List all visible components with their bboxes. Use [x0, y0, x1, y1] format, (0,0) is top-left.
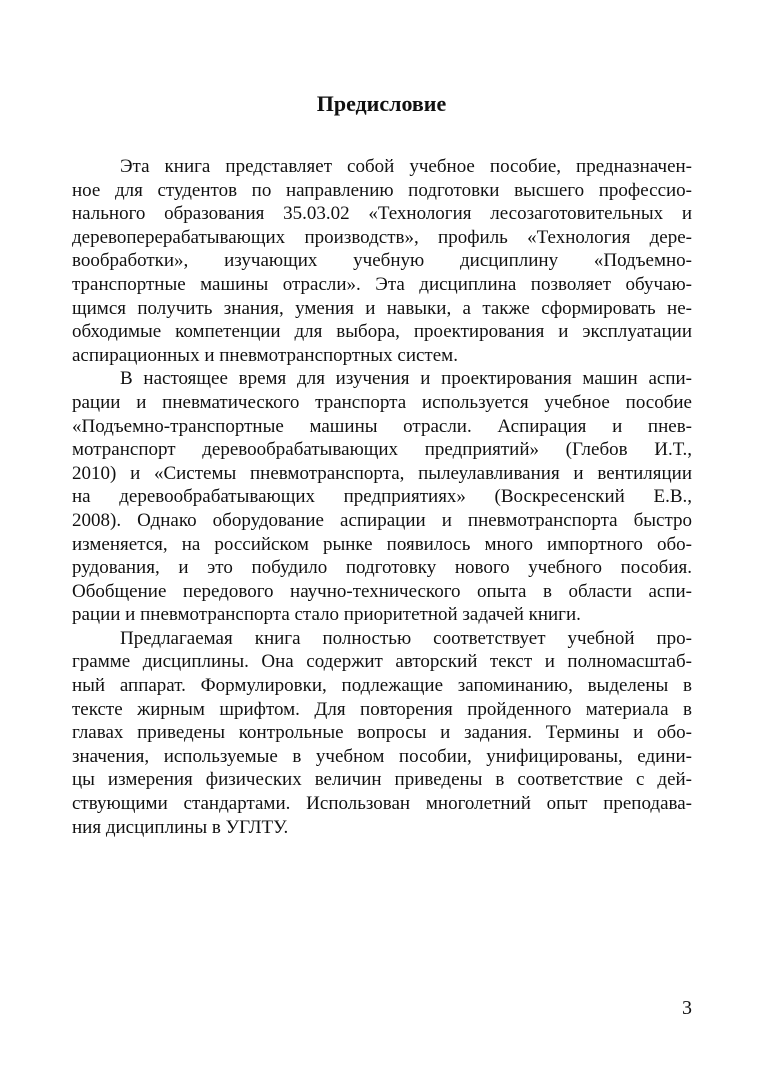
text-line: грамме дисциплины. Она содержит авторский текст и полномасштаб- — [72, 651, 692, 673]
text-line: аспирационных и пневмотранспортных систем. — [72, 344, 458, 366]
text-line: значения, используемые в учебном пособии, унифицированы, едини- — [72, 745, 692, 767]
text-line: на деревообрабатывающих предприятиях» (Воскресенский Е.В., — [72, 486, 692, 508]
text-line: 2008). Однако оборудование аспирации и пневмотранспорта быстро — [72, 509, 692, 531]
text-line: нального образования 35.03.02 «Технология лесозаготовительных и — [72, 203, 692, 225]
text-line: ный аппарат. Формулировки, подлежащие запоминанию, выделены в — [72, 675, 692, 697]
paragraph-3 — [72, 627, 692, 839]
text-line: ствующими стандартами. Использован многолетний опыт преподава- — [72, 793, 692, 815]
text-line: щимся получить знания, умения и навыки, а также сформировать не- — [72, 297, 692, 319]
text-line: рудования, и это побудило подготовку нового учебного пособия. — [72, 557, 692, 579]
preface-body — [72, 155, 692, 839]
text-line: цы измерения физических величин приведены в соответствие с дей- — [72, 769, 692, 791]
text-line: Эта книга представляет собой учебное пособие, предназначен- — [120, 156, 692, 177]
text-line: мотранспорт деревообрабатывающих предприятий» (Глебов И.Т., — [72, 439, 692, 461]
page-title: Предисловие — [316, 91, 447, 116]
text-line: Предлагаемая книга полностью соответствует учебной про- — [120, 627, 692, 649]
text-line: Обобщение передового научно-технического опыта в области аспи- — [72, 580, 692, 602]
text-line: обходимые компетенции для выбора, проектирования и эксплуатации — [72, 321, 692, 343]
text-line: рации и пневматического транспорта используется учебное пособие — [72, 391, 692, 413]
text-line: изменяется, на российском рынке появилось много импортного обо- — [72, 533, 692, 555]
text-line: деревоперерабатывающих производств», профиль «Технология дере- — [72, 226, 692, 248]
text-line: ное для студентов по направлению подготовки высшего профессио- — [72, 179, 692, 201]
text-line: В настоящее время для изучения и проектирования машин аспи- — [120, 368, 692, 390]
page-number: 3 — [682, 997, 692, 1019]
text-line: «Подъемно-транспортные машины отрасли. Аспирация и пнев- — [72, 415, 692, 437]
text-line: вообработки», изучающих учебную дисциплину «Подъемно- — [72, 250, 692, 272]
text-line: ния дисциплины в УГЛТУ. — [72, 816, 289, 838]
text-line: рации и пневмотранспорта стало приоритетной задачей книги. — [72, 604, 581, 626]
text-line: 2010) и «Системы пневмотранспорта, пылеулавливания и вентиляции — [72, 462, 692, 484]
text-line: транспортные машины отрасли». Эта дисциплина позволяет обучаю- — [72, 273, 692, 295]
paragraph-2 — [72, 367, 692, 627]
text-line: тексте жирным шрифтом. Для повторения пройденного материала в — [72, 698, 692, 720]
text-line: главах приведены контрольные вопросы и задания. Термины и обо- — [72, 722, 692, 744]
paragraph-1 — [72, 155, 692, 367]
